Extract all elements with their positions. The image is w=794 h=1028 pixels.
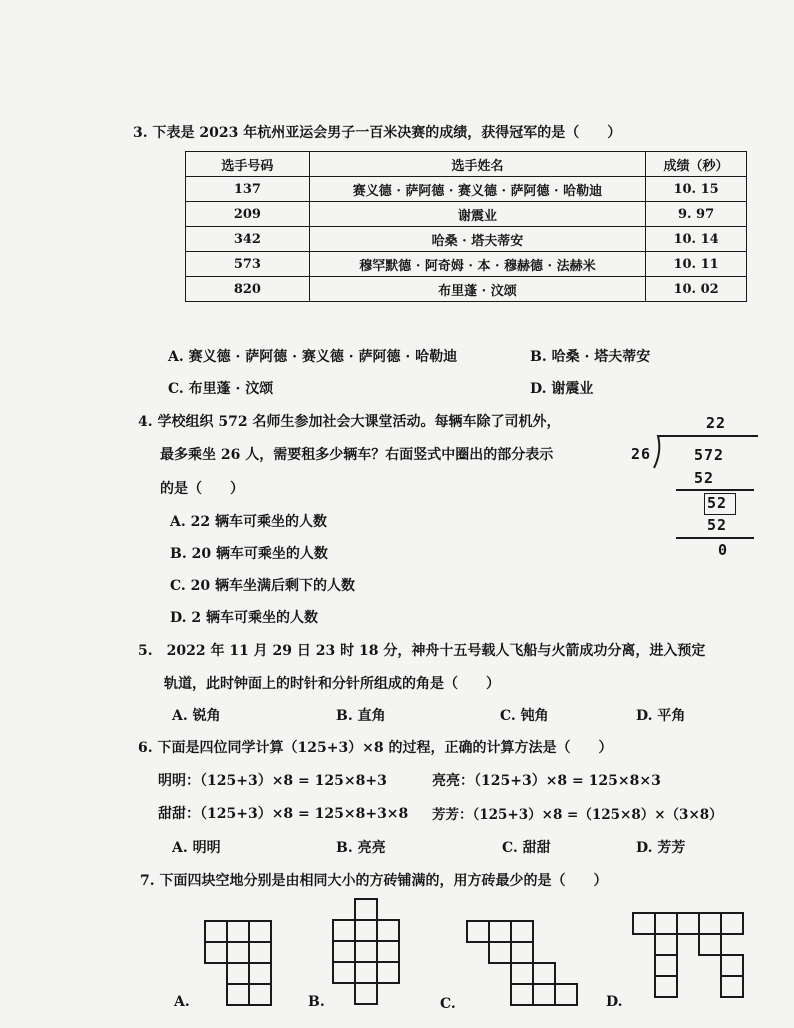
table-cell: 137	[186, 177, 310, 202]
header-cell: 选手号码	[186, 152, 310, 177]
q7-shape-a[interactable]	[204, 920, 274, 1010]
q6-fangfang: 芳芳：（125+3）×8 =（125×8）×（3×8）	[432, 807, 723, 823]
q6-option-c[interactable]: C. 甜甜	[502, 840, 551, 856]
table-cell: 10. 11	[646, 252, 747, 277]
header-cell: 选手姓名	[309, 152, 645, 177]
q7-shape-d[interactable]	[632, 912, 748, 1006]
q7-stem: 7. 下面四块空地分别是由相同大小的方砖铺满的，用方砖最少的是（ ）	[140, 873, 608, 889]
table-cell: 9. 97	[646, 202, 747, 227]
division-step1: 52	[694, 469, 715, 487]
table-row	[186, 252, 747, 277]
q3-option-c[interactable]: C. 布里蓬 · 汶颂	[168, 381, 274, 397]
table-row	[186, 177, 747, 202]
q5-option-c[interactable]: C. 钝角	[500, 708, 549, 724]
division-quotient: 22	[706, 414, 727, 432]
table-cell: 342	[186, 227, 310, 252]
q5-stem-line2: 轨道，此时钟面上的时针和分针所组成的角是（ ）	[164, 676, 500, 692]
table-cell: 10. 02	[646, 277, 747, 302]
q3-option-d[interactable]: D. 谢震业	[530, 381, 594, 397]
table-row	[186, 202, 747, 227]
q4-stem-line1: 4. 学校组织 572 名师生参加社会大课堂活动。每辆车除了司机外，	[138, 414, 561, 430]
division-circled: 52	[707, 494, 728, 512]
table-cell: 布里蓬 · 汶颂	[309, 277, 645, 302]
q5-option-a[interactable]: A. 锐角	[172, 708, 221, 724]
q7-shape-b[interactable]	[332, 898, 402, 1010]
q4-option-b[interactable]: B. 20 辆车可乘坐的人数	[170, 546, 328, 562]
q3-option-a[interactable]: A. 赛义德 · 萨阿德 · 赛义德 · 萨阿德 · 哈勒迪	[168, 349, 458, 365]
q5-option-d[interactable]: D. 平角	[636, 708, 686, 724]
table-cell: 穆罕默德 · 阿奇姆 · 本 · 穆赫德 · 法赫米	[309, 252, 645, 277]
q7-label-d[interactable]: D.	[606, 994, 623, 1010]
table-cell: 谢震业	[309, 202, 645, 227]
table-header-row	[186, 152, 747, 177]
table-cell: 10. 14	[646, 227, 747, 252]
q7-label-a[interactable]: A.	[174, 994, 190, 1010]
table-row	[186, 277, 747, 302]
q5-option-b[interactable]: B. 直角	[336, 708, 386, 724]
q6-tiantian: 甜甜：（125+3）×8 = 125×8+3×8	[158, 806, 409, 822]
q6-liangliang: 亮亮：（125+3）×8 = 125×8×3	[432, 773, 661, 789]
table-cell: 209	[186, 202, 310, 227]
q4-option-c[interactable]: C. 20 辆车坐满后剩下的人数	[170, 578, 356, 594]
q6-stem: 6. 下面是四位同学计算（125+3）×8 的过程，正确的计算方法是（ ）	[138, 740, 613, 756]
division-rule-2	[676, 537, 754, 539]
division-rule-1	[676, 489, 754, 491]
q4-stem-line2: 最多乘坐 26 人，需要租多少辆车？右面竖式中圈出的部分表示	[160, 447, 554, 463]
q7-label-b[interactable]: B.	[308, 994, 325, 1010]
header-cell: 成绩（秒）	[646, 152, 747, 177]
division-remainder: 0	[718, 541, 729, 559]
division-divisor: 26	[631, 445, 652, 463]
table-row	[186, 227, 747, 252]
division-dividend: 572	[694, 446, 725, 464]
table-cell: 赛义德 · 萨阿德 · 赛义德 · 萨阿德 · 哈勒迪	[309, 177, 645, 202]
q3-stem: 3. 下表是 2023 年杭州亚运会男子一百米决赛的成绩，获得冠军的是（ ）	[133, 125, 622, 141]
q7-label-c[interactable]: C.	[440, 996, 456, 1012]
division-step2: 52	[707, 516, 728, 534]
q7-shape-c[interactable]	[466, 920, 580, 1010]
q6-option-a[interactable]: A. 明明	[172, 840, 221, 856]
q6-option-d[interactable]: D. 芳芳	[636, 840, 686, 856]
table-cell: 10. 15	[646, 177, 747, 202]
q4-option-a[interactable]: A. 22 辆车可乘坐的人数	[170, 514, 327, 530]
q4-stem-line3: 的是（ ）	[160, 481, 244, 497]
table-cell: 820	[186, 277, 310, 302]
q4-option-d[interactable]: D. 2 辆车可乘坐的人数	[170, 610, 319, 626]
q6-option-b[interactable]: B. 亮亮	[336, 840, 386, 856]
table-cell: 573	[186, 252, 310, 277]
q5-stem-line1: 5. 2022 年 11 月 29 日 23 时 18 分，神舟十五号载人飞船与火箭成功分离，进入预定	[138, 643, 706, 659]
table-cell: 哈桑 · 塔夫蒂安	[309, 227, 645, 252]
q3-option-b[interactable]: B. 哈桑 · 塔夫蒂安	[530, 349, 651, 365]
q6-mingming: 明明：（125+3）×8 = 125×8+3	[158, 773, 387, 789]
results-table	[185, 151, 747, 302]
